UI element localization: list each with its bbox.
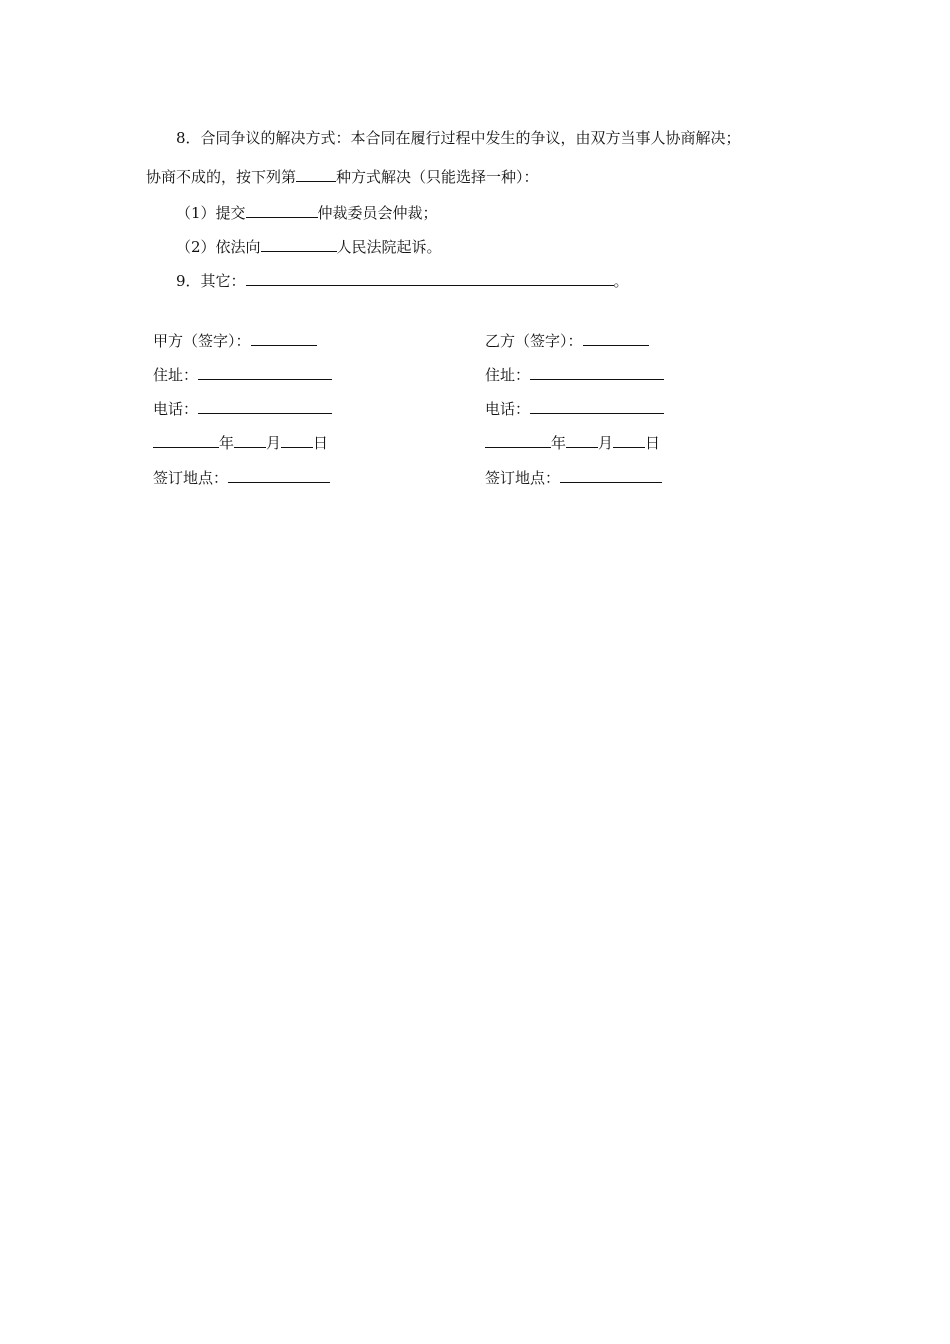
clause-8-line-1	[176, 128, 741, 148]
party-a-phone-blank[interactable]	[198, 398, 332, 414]
party-a-place-row	[153, 467, 330, 488]
party-b-month-blank[interactable]	[566, 432, 598, 448]
party-a-date-row	[153, 432, 328, 453]
party-a-address-row	[153, 364, 332, 385]
party-b-month-label: 月	[598, 434, 614, 452]
method-number-blank[interactable]	[296, 166, 336, 182]
court-name-blank[interactable]	[261, 236, 337, 252]
party-b-address-label: 住址：	[485, 366, 531, 384]
party-b-place-label: 签订地点：	[485, 469, 561, 487]
party-a-place-blank[interactable]	[228, 467, 330, 483]
party-b-phone-row	[485, 398, 664, 419]
party-a-sign-label: 甲方（签字）：	[153, 332, 251, 350]
party-b-sign-row	[485, 330, 649, 351]
party-a-place-label: 签订地点：	[153, 469, 229, 487]
party-b-sign-label: 乙方（签字）：	[485, 332, 583, 350]
party-b-address-row	[485, 364, 664, 385]
party-a-month-label: 月	[266, 434, 282, 452]
party-b-date-row	[485, 432, 660, 453]
clause-8-line-2	[146, 166, 539, 187]
party-b-place-row	[485, 467, 662, 488]
party-b-sign-blank[interactable]	[583, 330, 649, 346]
party-a-year-blank[interactable]	[153, 432, 219, 448]
clause-9-line	[176, 270, 629, 291]
clause-8-option-1	[176, 202, 438, 223]
option-2-prefix: （2）依法向	[176, 238, 261, 256]
clause-9-prefix: 9．其它：	[176, 272, 246, 290]
party-b-year-label: 年	[551, 434, 567, 452]
party-a-sign-blank[interactable]	[251, 330, 317, 346]
clause-9-suffix: 。	[613, 272, 629, 290]
party-a-day-label: 日	[313, 434, 329, 452]
option-1-suffix: 仲裁委员会仲裁；	[317, 204, 438, 222]
arbitration-committee-blank[interactable]	[246, 202, 318, 218]
party-b-place-blank[interactable]	[560, 467, 662, 483]
party-a-address-blank[interactable]	[198, 364, 332, 380]
party-b-phone-label: 电话：	[485, 400, 531, 418]
party-a-phone-row	[153, 398, 332, 419]
party-b-year-blank[interactable]	[485, 432, 551, 448]
party-a-year-label: 年	[219, 434, 235, 452]
clause-8-method-prefix: 协商不成的，按下列第	[146, 168, 297, 186]
party-a-sign-row	[153, 330, 317, 351]
party-b-day-label: 日	[645, 434, 661, 452]
party-b-address-blank[interactable]	[530, 364, 664, 380]
party-a-month-blank[interactable]	[234, 432, 266, 448]
party-a-phone-label: 电话：	[153, 400, 199, 418]
clause-8-text: 8．合同争议的解决方式：本合同在履行过程中发生的争议，由双方当事人协商解决；	[176, 129, 741, 147]
party-a-day-blank[interactable]	[281, 432, 313, 448]
party-b-day-blank[interactable]	[613, 432, 645, 448]
option-2-suffix: 人民法院起诉。	[336, 238, 442, 256]
party-a-address-label: 住址：	[153, 366, 199, 384]
party-b-phone-blank[interactable]	[530, 398, 664, 414]
other-terms-blank[interactable]	[246, 270, 614, 286]
clause-8-method-suffix: 种方式解决（只能选择一种）：	[336, 168, 539, 186]
option-1-prefix: （1）提交	[176, 204, 246, 222]
clause-8-option-2	[176, 236, 442, 257]
